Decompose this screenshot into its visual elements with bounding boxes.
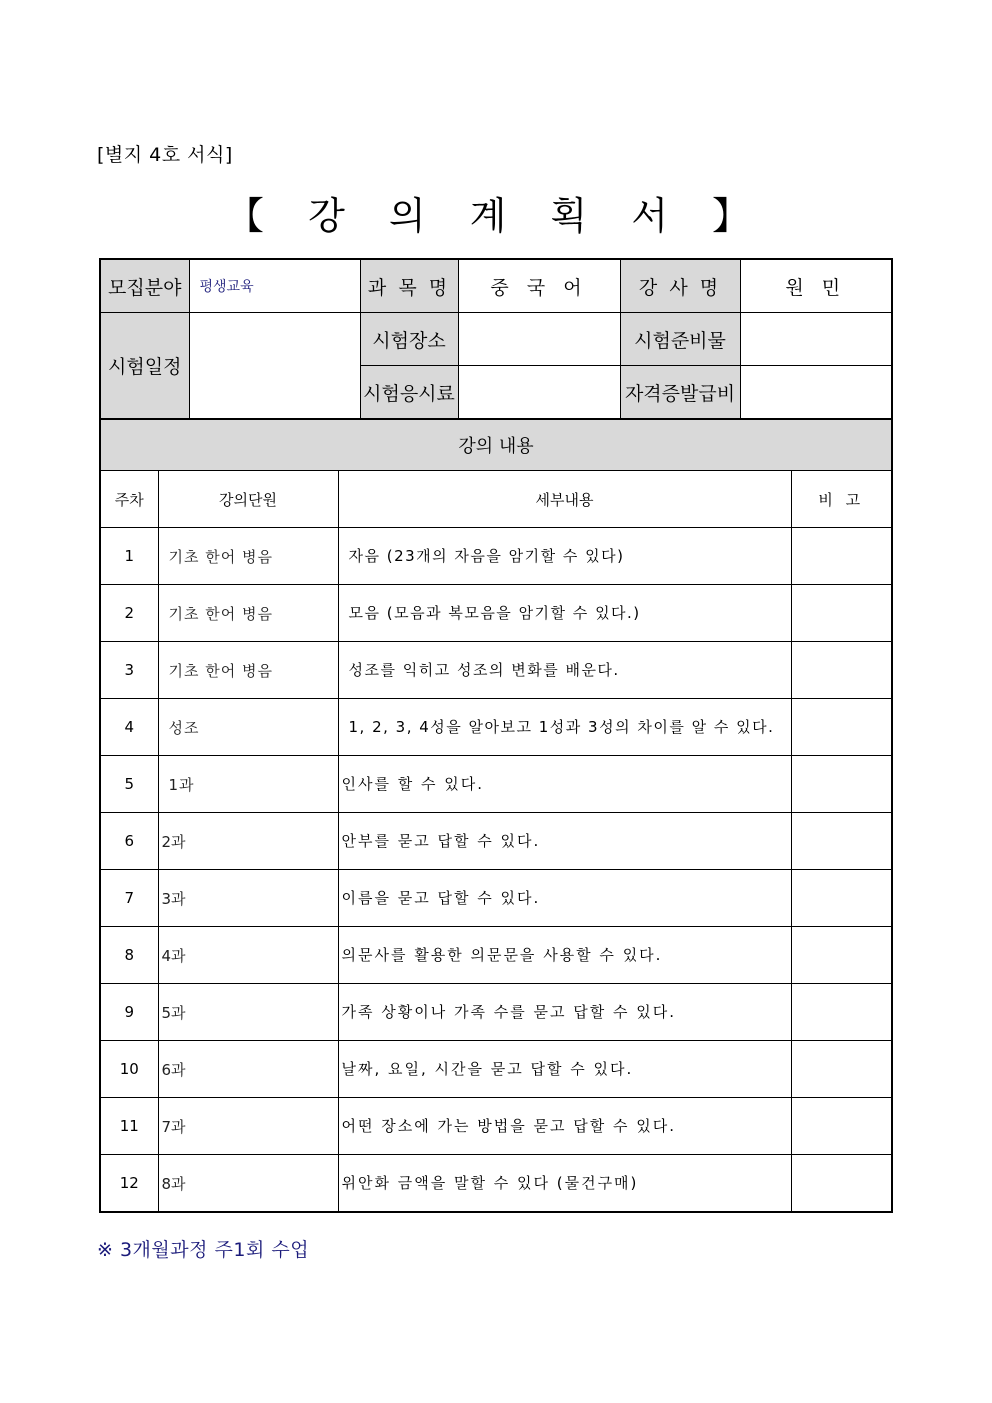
cert-fee-value bbox=[740, 366, 892, 420]
note-cell bbox=[791, 927, 892, 984]
table-row bbox=[100, 1041, 892, 1098]
exam-fee-label: 시험응시료 bbox=[360, 366, 458, 420]
form-number: [별지 4호 서식] bbox=[97, 144, 233, 166]
week-cell: 6 bbox=[100, 813, 158, 870]
table-row bbox=[100, 585, 892, 642]
col-unit-header: 강의단원 bbox=[158, 471, 338, 528]
week-cell: 12 bbox=[100, 1155, 158, 1213]
note-cell bbox=[791, 984, 892, 1041]
week-cell: 7 bbox=[100, 870, 158, 927]
note-cell bbox=[791, 528, 892, 585]
detail-cell: 날짜, 요일, 시간을 묻고 답할 수 있다. bbox=[338, 1041, 791, 1098]
table-row bbox=[100, 927, 892, 984]
cert-fee-label: 자격증발급비 bbox=[620, 366, 740, 420]
course-info-table bbox=[99, 258, 893, 420]
detail-cell: 어떤 장소에 가는 방법을 묻고 답할 수 있다. bbox=[338, 1098, 791, 1155]
note-cell bbox=[791, 1155, 892, 1213]
note-cell bbox=[791, 1041, 892, 1098]
unit-cell: 5과 bbox=[158, 984, 338, 1041]
subject-label: 과 목 명 bbox=[360, 259, 458, 313]
table-row bbox=[100, 642, 892, 699]
exam-place-value bbox=[458, 313, 620, 366]
week-cell: 10 bbox=[100, 1041, 158, 1098]
table-row bbox=[100, 756, 892, 813]
field-label: 모집분야 bbox=[100, 259, 189, 313]
table-row bbox=[100, 984, 892, 1041]
detail-cell: 1, 2, 3, 4성을 알아보고 1성과 3성의 차이를 알 수 있다. bbox=[338, 699, 791, 756]
unit-cell: 기초 한어 병음 bbox=[158, 642, 338, 699]
lecture-content-table bbox=[99, 418, 893, 1213]
unit-cell: 3과 bbox=[158, 870, 338, 927]
table-row bbox=[100, 813, 892, 870]
week-cell: 2 bbox=[100, 585, 158, 642]
week-cell: 5 bbox=[100, 756, 158, 813]
note-cell bbox=[791, 756, 892, 813]
note-cell bbox=[791, 1098, 892, 1155]
unit-cell: 6과 bbox=[158, 1041, 338, 1098]
detail-cell: 가족 상황이나 가족 수를 묻고 답할 수 있다. bbox=[338, 984, 791, 1041]
col-week-header: 주차 bbox=[100, 471, 158, 528]
detail-cell: 인사를 할 수 있다. bbox=[338, 756, 791, 813]
table-row bbox=[100, 870, 892, 927]
table-row bbox=[100, 1098, 892, 1155]
exam-place-label: 시험장소 bbox=[360, 313, 458, 366]
detail-cell: 안부를 묻고 답할 수 있다. bbox=[338, 813, 791, 870]
detail-cell: 이름을 묻고 답할 수 있다. bbox=[338, 870, 791, 927]
table-row bbox=[100, 699, 892, 756]
table-row bbox=[100, 528, 892, 585]
col-detail-header: 세부내용 bbox=[338, 471, 791, 528]
week-cell: 1 bbox=[100, 528, 158, 585]
document-title: 【 강 의 계 획 서 】 bbox=[225, 194, 766, 238]
note-cell bbox=[791, 642, 892, 699]
unit-cell: 기초 한어 병음 bbox=[158, 528, 338, 585]
unit-cell: 8과 bbox=[158, 1155, 338, 1213]
col-note-header: 비 고 bbox=[791, 471, 892, 528]
exam-fee-value bbox=[458, 366, 620, 420]
detail-cell: 의문사를 활용한 의문문을 사용할 수 있다. bbox=[338, 927, 791, 984]
unit-cell: 기초 한어 병음 bbox=[158, 585, 338, 642]
exam-materials-value bbox=[740, 313, 892, 366]
table-row bbox=[100, 1155, 892, 1213]
footnote: ※ 3개월과정 주1회 수업 bbox=[97, 1239, 310, 1261]
week-cell: 3 bbox=[100, 642, 158, 699]
detail-cell: 위안화 금액을 말할 수 있다 (물건구매) bbox=[338, 1155, 791, 1213]
unit-cell: 7과 bbox=[158, 1098, 338, 1155]
exam-schedule-value bbox=[189, 313, 360, 420]
note-cell bbox=[791, 699, 892, 756]
note-cell bbox=[791, 870, 892, 927]
week-cell: 8 bbox=[100, 927, 158, 984]
unit-cell: 4과 bbox=[158, 927, 338, 984]
note-cell bbox=[791, 585, 892, 642]
detail-cell: 모음 (모음과 복모음을 암기할 수 있다.) bbox=[338, 585, 791, 642]
week-cell: 11 bbox=[100, 1098, 158, 1155]
section-title: 강의 내용 bbox=[100, 419, 892, 471]
instructor-value: 원 민 bbox=[740, 259, 892, 313]
unit-cell: 2과 bbox=[158, 813, 338, 870]
week-cell: 4 bbox=[100, 699, 158, 756]
note-cell bbox=[791, 813, 892, 870]
unit-cell: 성조 bbox=[158, 699, 338, 756]
exam-materials-label: 시험준비물 bbox=[620, 313, 740, 366]
instructor-label: 강 사 명 bbox=[620, 259, 740, 313]
week-cell: 9 bbox=[100, 984, 158, 1041]
unit-cell: 1과 bbox=[158, 756, 338, 813]
subject-value: 중 국 어 bbox=[458, 259, 620, 313]
detail-cell: 자음 (23개의 자음을 암기할 수 있다) bbox=[338, 528, 791, 585]
detail-cell: 성조를 익히고 성조의 변화를 배운다. bbox=[338, 642, 791, 699]
field-value: 평생교육 bbox=[189, 259, 360, 313]
exam-schedule-label: 시험일정 bbox=[100, 313, 189, 420]
